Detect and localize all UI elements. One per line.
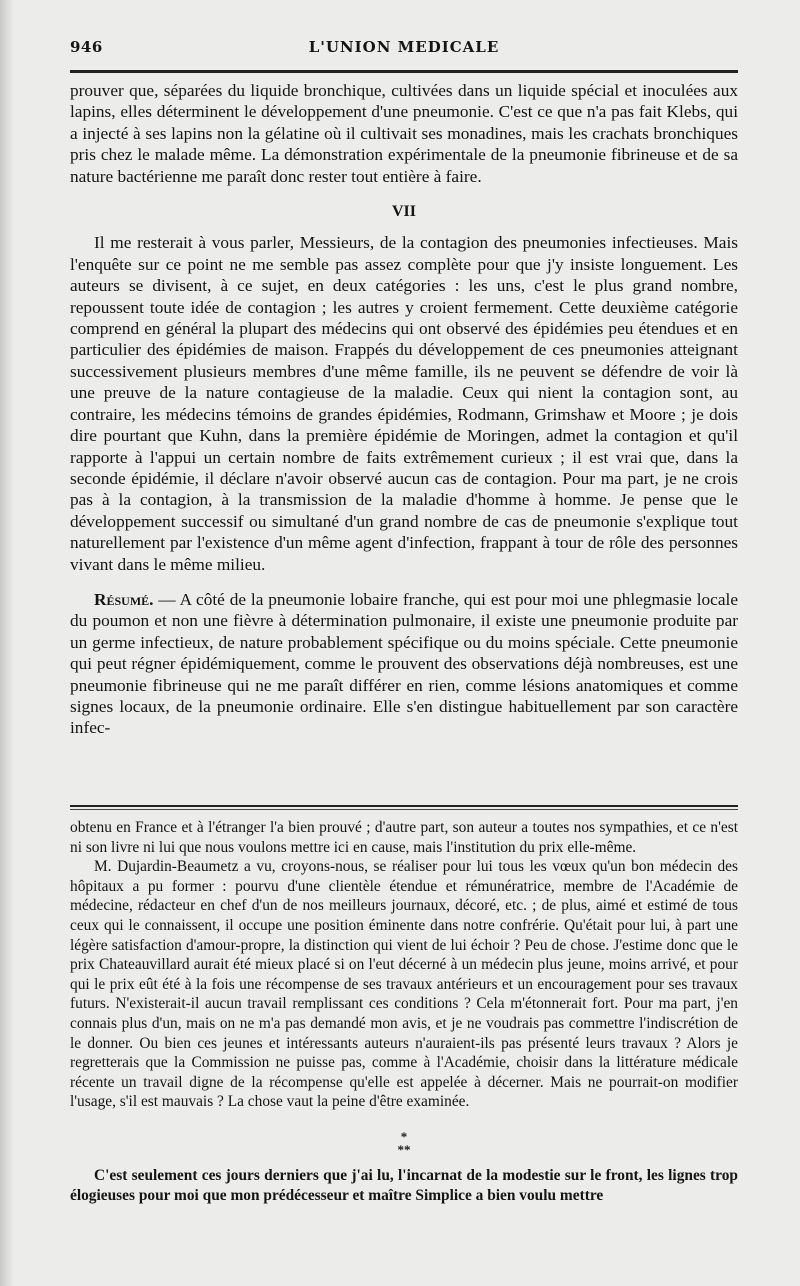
footnote-rule [70, 805, 738, 810]
resume-text: — A côté de la pneumonie lobaire franche, qui est pour moi une phlegmasie locale du poumon et non une fièvre à détermination pulmonaire, il existe une pneumonie produite par un germe infectieux, de nature probablement spécifique ou du moins spéciale. Cette pneumonie qui peut régner épidémiquement, comme le prouvent des observations déjà nombreuses, est une pneumonie fibrineuse qui ne me paraît différer en rien, comme lésions anatomiques et comme signes locaux, de la pneumonie ordinaire. Elle s'en distingue habituellement par son caractère infec- [70, 589, 738, 738]
paragraph-continuation: prouver que, séparées du liquide bronchique, cultivées dans un liquide spécial et inoculées aux lapins, elles déterminent le développement d'une pneumonie. C'est ce que n'a pas fait Klebs, qui a injecté à ses lapins non la gélatine où il cultivait ses monadines, mais les crachats bronchiques pris chez le malade même. La démonstration expérimentale de la pneumonie fibrineuse et de sa nature bactérienne me paraît donc rester tout entière à faire. [70, 81, 738, 186]
main-text-column [70, 80, 738, 739]
asterism-top: * [400, 1128, 408, 1144]
resume-label: Résumé. [94, 589, 154, 609]
page-gutter-shadow [0, 0, 14, 1286]
note-paragraph-3: C'est seulement ces jours derniers que j'ai lu, l'incarnat de la modestie sur le front, les lignes trop élogieuses pour moi que mon prédécesseur et maître Simplice a bien voulu mettre [70, 1166, 738, 1204]
running-title: L'UNION MEDICALE [308, 38, 500, 56]
asterism-bottom: ** [397, 1141, 411, 1157]
asterism-separator [70, 1130, 738, 1156]
header-rule [70, 70, 738, 73]
page-header [70, 38, 738, 62]
feuilleton-column [70, 818, 738, 1205]
note-paragraph-2: M. Dujardin-Beaumetz a vu, croyons-nous, se réaliser pour lui tous les vœux qu'un bon médecin des hôpitaux a pu former : pourvu d'une clientèle étendue et rémunératrice, membre de l'Académie de médecine, rédacteur en chef d'un de nos meilleurs journaux, décoré, etc. ; de plus, aimé et estimé de tous ceux qui le connaissent, il occupe une position éminente dans notre confrérie. Qu'était pour lui, à part une légère satisfaction d'amour-propre, la distinction qui vient de lui échoir ? Peu de chose. J'estime donc que le prix Chateauvillard aurait été mieux placé si on l'eut décerné à un médecin plus jeune, moins arrivé, et pour qui le prix eût été à la fois une récompense de ses travaux antérieurs et un encouragement pour ses travaux futurs. N'existerait-il aucun travail remplissant ces conditions ? Cela m'étonnerait fort. Pour ma part, j'en connais plus d'un, mais on ne m'a pas demandé mon avis, et je ne voudrais pas commettre l'indiscrétion de le donner. Ou bien ces jeunes et intéressants auteurs n'auraient-ils pas présenté leurs travaux ? Alors je regretterais que la Commission ne puisse pas, comme à l'Académie, choisir dans la littérature médicale récente un travail digne de la récompense qu'elle est appelée à décerner. Mais ne pourrait-on modifier l'usage, s'il est mauvais ? La chose vaut la peine d'être examinée. [70, 858, 738, 1111]
note-paragraph-1: obtenu en France et à l'étranger l'a bien prouvé ; d'autre part, son auteur a toutes nos sympathies, et ce n'est ni son livre ni lui que nous voulons mettre ici en cause, mais l'institution du prix elle-même. [70, 819, 738, 856]
page-number: 946 [70, 38, 103, 56]
paragraph-contagion: Il me resterait à vous parler, Messieurs, de la contagion des pneumonies infectieuses. Mais l'enquête sur ce point ne me semble pas assez complète pour que j'y insiste longuement. Les auteurs se divisent, à ce sujet, en deux catégories : les uns, c'est le plus grand nombre, repoussent toute idée de contagion ; les autres y croient fermement. Cette deuxième catégorie comprend en général la plupart des médecins qui ont observé des épidémies peu étendues et en particulier des épidémies de maison. Frappés du développement de ces pneumonies atteignant successivement plusieurs membres d'une même famille, ils ne peuvent se défendre de voir là une preuve de la nature contagieuse de la maladie. Ceux qui nient la contagion sont, au contraire, les médecins témoins de grandes épidémies, Rodmann, Grimshaw et Moore ; je dois dire pourtant que Kuhn, dans la première épidémie de Moringen, admet la contagion et qu'il rapporte à l'appui un certain nombre de faits extrêmement curieux ; il est vrai que, dans la seconde épidémie, il déclare n'avoir observé aucun cas de contagion. Pour ma part, je ne crois pas à la contagion, à la transmission de la maladie d'homme à homme. Je pense que le développement successif ou simultané d'un grand nombre de cas de pneumonie s'explique tout naturellement par l'existence d'un même agent d'infection, frappant à tour de rôle des personnes vivant dans le même milieu. [70, 233, 738, 574]
paragraph-resume [70, 589, 738, 739]
section-heading: VII [391, 203, 416, 221]
paragraph-gap [70, 575, 738, 589]
